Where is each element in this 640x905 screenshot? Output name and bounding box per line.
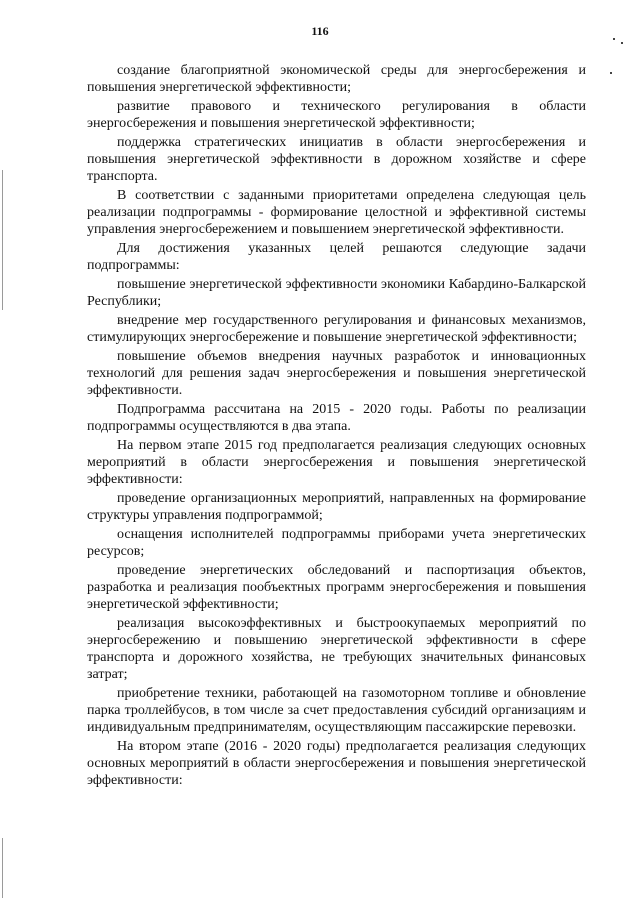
paragraph: В соответствии с заданными приоритетами определена следующая цель реализации подпрограммы - формирование целостной и эффективной системы управления энергосбережением и повышением энергетической эффективности.	[87, 188, 586, 237]
paragraph: На втором этапе (2016 - 2020 годы) предполагается реализация следующих основных мероприятий в области энергосбережения и повышения энергетической эффективности:	[87, 739, 586, 788]
paragraph: проведение организационных мероприятий, направленных на формирование структуры управления подпрограммой;	[87, 491, 586, 523]
scan-edge-line	[2, 838, 3, 898]
paragraph: оснащения исполнителей подпрограммы приборами учета энергетических ресурсов;	[87, 527, 586, 559]
paragraph: На первом этапе 2015 год предполагается реализация следующих основных мероприятий в области энергосбережения и повышения энергетической эффективности:	[87, 438, 586, 487]
paragraph: повышение объемов внедрения научных разработок и инновационных технологий для решения задач энергосбережения и повышения энергетической эффективности.	[87, 349, 586, 398]
paragraph: развитие правового и технического регулирования в области энергосбережения и повышения энергетической эффективности;	[87, 99, 586, 131]
paragraph: Подпрограмма рассчитана на 2015 - 2020 годы. Работы по реализации подпрограммы осуществляются в два этапа.	[87, 402, 586, 434]
scan-speck	[610, 72, 612, 74]
document-body	[87, 62, 586, 791]
scan-edge-line	[2, 170, 3, 310]
scan-speck	[621, 42, 623, 44]
paragraph: реализация высокоэффективных и быстроокупаемых мероприятий по энергосбережению и повышению энергетической эффективности в сфере транспорта и дорожного хозяйства, не требующих значительных финансовых затрат;	[87, 616, 586, 682]
paragraph: проведение энергетических обследований и паспортизация объектов, разработка и реализация пообъектных программ энергосбережения и повышения энергетической эффективности;	[87, 563, 586, 612]
paragraph: повышение энергетической эффективности экономики Кабардино-Балкарской Республики;	[87, 277, 586, 309]
page-number: 116	[311, 24, 329, 38]
paragraph: поддержка стратегических инициатив в области энергосбережения и повышения энергетической эффективности в дорожном хозяйстве и сфере транспорта.	[87, 135, 586, 184]
paragraph: создание благоприятной экономической среды для энергосбережения и повышения энергетической эффективности;	[87, 63, 586, 95]
paragraph: Для достижения указанных целей решаются следующие задачи подпрограммы:	[87, 241, 586, 273]
scan-speck	[613, 38, 615, 40]
paragraph: внедрение мер государственного регулирования и финансовых механизмов, стимулирующих энергосбережение и повышение энергетической эффективности;	[87, 313, 586, 345]
paragraph: приобретение техники, работающей на газомоторном топливе и обновление парка троллейбусов, в том числе за счет предоставления субсидий организациям и индивидуальным предпринимателям, осуществляющим пассажирские перевозки.	[87, 686, 586, 735]
